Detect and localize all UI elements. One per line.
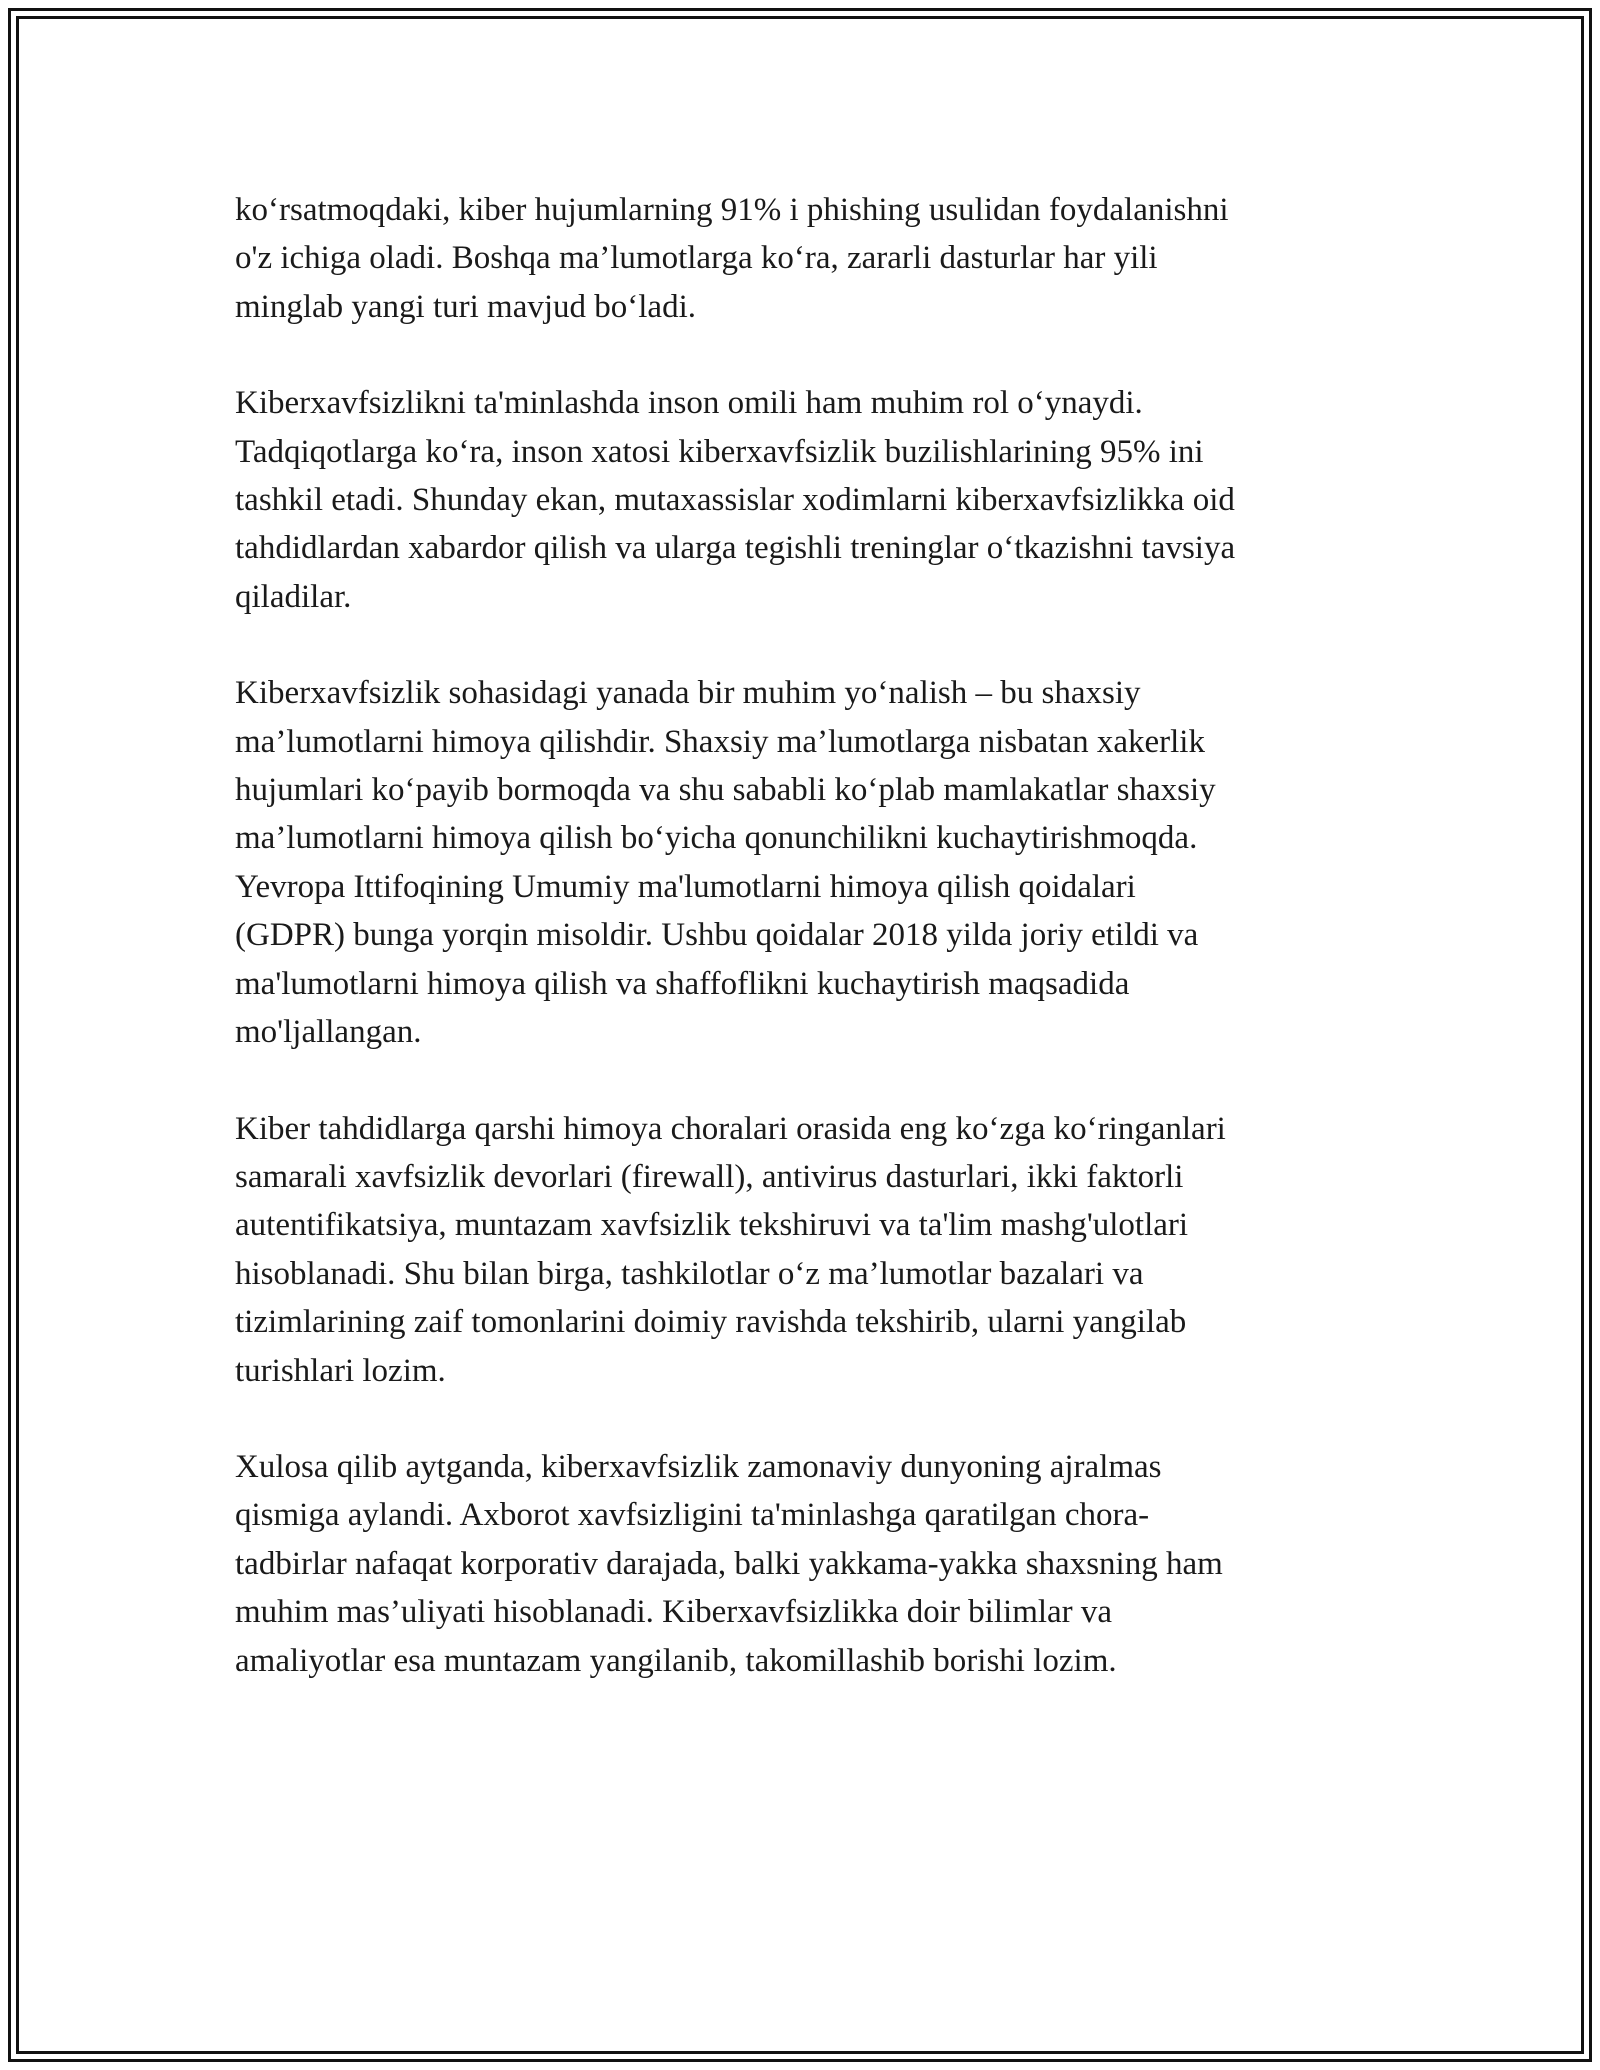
text-line: turishlari lozim. [235,1352,446,1389]
text-line: Tadqiqotlarga ko‘ra, inson xatosi kiberxavfsizlik buzilishlarining 95% ini [235,433,1204,470]
text-line: qiladilar. [235,578,352,615]
text-line: qismiga aylandi. Axborot xavfsizligini ta'minlashga qaratilgan chora- [235,1497,1150,1534]
text-line: ma’lumotlarni himoya qilish bo‘yicha qonunchilikni kuchaytirishmoqda. [235,820,1198,857]
text-line: hisoblanadi. Shu bilan birga, tashkilotlar o‘z ma’lumotlar bazalari va [235,1255,1144,1292]
text-line: Kiber tahdidlarga qarshi himoya choralari orasida eng ko‘zga ko‘ringanlari [235,1110,1226,1147]
text-line: tadbirlar nafaqat korporativ darajada, balki yakkama-yakka shaxsning ham [235,1545,1223,1582]
text-line: ko‘rsatmoqdaki, kiber hujumlarning 91% i phishing usulidan foydalanishni [235,192,1229,228]
paragraph-human-factor [235,379,1355,621]
text-line: ma'lumotlarni himoya qilish va shaffoflikni kuchaytirish maqsadida [235,965,1130,1002]
paragraph-protection-measures [235,1105,1355,1395]
text-line: Xulosa qilib aytganda, kiberxavfsizlik zamonaviy dunyoning ajralmas [235,1448,1162,1485]
text-line: samarali xavfsizlik devorlari (firewall), antivirus dasturlari, ikki faktorli [235,1158,1184,1195]
text-line: hujumlari ko‘payib bormoqda va shu sababli ko‘plab mamlakatlar shaxsiy [235,772,1216,809]
text-line: tizimlarining zaif tomonlarini doimiy ravishda tekshirib, ularni yangilab [235,1304,1187,1341]
text-line: Kiberxavfsizlikni ta'minlashda inson omili ham muhim rol o‘ynaydi. [235,385,1143,422]
paragraph-personal-data [235,669,1355,1056]
text-line: autentifikatsiya, muntazam xavfsizlik tekshiruvi va ta'lim mashg'ulotlari [235,1207,1189,1244]
text-line: muhim mas’uliyati hisoblanadi. Kiberxavfsizlikka doir bilimlar va [235,1594,1113,1631]
text-line: o'z ichiga oladi. Boshqa ma’lumotlarga ko‘ra, zararli dasturlar har yili [235,240,1158,277]
text-line: Kiberxavfsizlik sohasidagi yanada bir muhim yo‘nalish – bu shaxsiy [235,675,1141,712]
paragraph-phishing-stats [235,186,1355,331]
text-line: Yevropa Ittifoqining Umumiy ma'lumotlarni himoya qilish qoidalari [235,868,1136,905]
text-line: (GDPR) bunga yorqin misoldir. Ushbu qoidalar 2018 yilda joriy etildi va [235,917,1199,954]
document-body [235,186,1355,1733]
text-line: ma’lumotlarni himoya qilishdir. Shaxsiy ma’lumotlarga nisbatan xakerlik [235,723,1205,760]
paragraph-conclusion [235,1443,1355,1685]
text-line: amaliyotlar esa muntazam yangilanib, takomillashib borishi lozim. [235,1642,1117,1679]
text-line: minglab yangi turi mavjud bo‘ladi. [235,288,697,325]
text-line: tahdidlardan xabardor qilish va ularga tegishli treninglar o‘tkazishni tavsiya [235,530,1236,567]
text-line: mo'ljallangan. [235,1014,422,1051]
text-line: tashkil etadi. Shunday ekan, mutaxassislar xodimlarni kiberxavfsizlikka oid [235,482,1235,519]
